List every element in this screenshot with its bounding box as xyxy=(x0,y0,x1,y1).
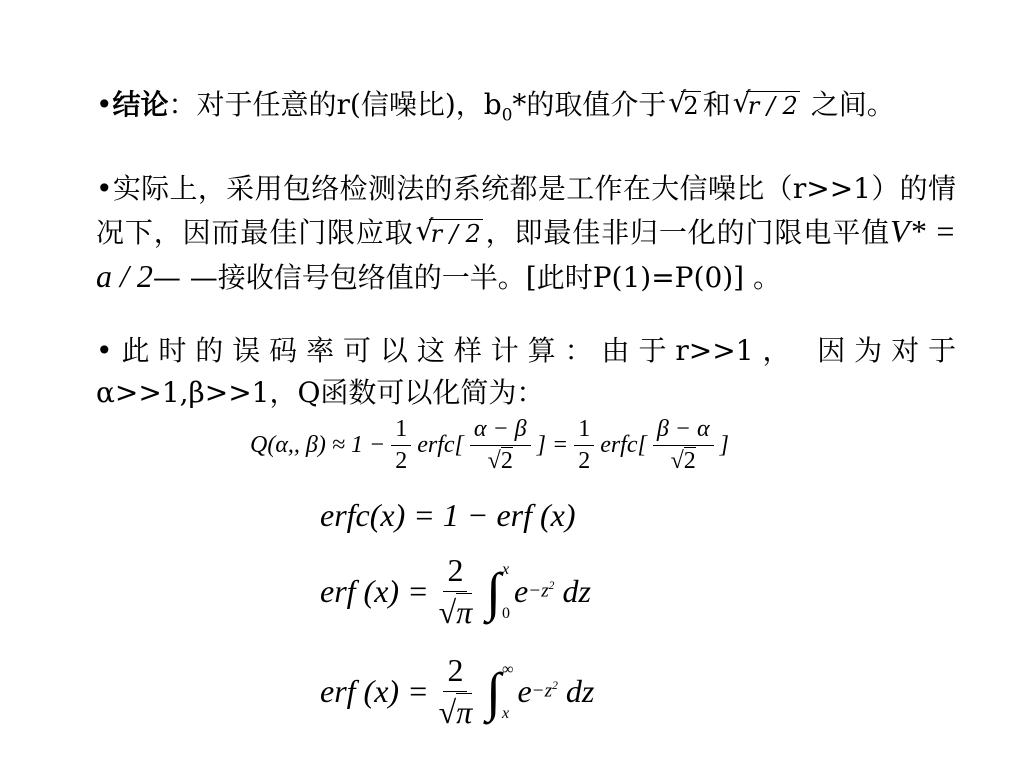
conclusion-text-b: *的取值介于 xyxy=(512,88,667,121)
conclusion-text-c: 之间。 xyxy=(810,88,895,121)
erfc-definition: erfc(x) = 1 − erf (x) xyxy=(320,497,576,533)
bullet: • xyxy=(96,88,113,121)
conclusion-text-a: 对于任意的r(信噪比)，b xyxy=(196,88,502,121)
erf-integral-0-to-x: erf (x) = $\frac{2}{√\pi}$ ∫ x 0 e $-z^2$ dz xyxy=(320,552,591,630)
colon: ： xyxy=(168,88,197,121)
conclusion-label: 结论 xyxy=(112,88,169,121)
conclusion-paragraph xyxy=(96,84,956,136)
practical-text-a: 实际上，采用包络检测法的系统都是工作在大信噪比（r>>1）的情况下，因而最佳门限应取 xyxy=(96,172,956,249)
bullet: • xyxy=(96,334,113,367)
integral-sign: ∫ x 0 xyxy=(486,560,511,622)
threshold-formula: V* = a / 2 xyxy=(96,213,956,294)
and-word: 和 xyxy=(702,88,731,121)
practical-text-c: — —接收信号包络值的一半。[此时P(1)=P(0)] 。 xyxy=(152,261,782,294)
bullet: • xyxy=(96,172,113,205)
sqrt-r-over-2: √ r / 2 xyxy=(732,86,798,120)
sqrt-r-over-2: √ r / 2 xyxy=(415,214,481,248)
calculation-paragraph xyxy=(96,330,956,414)
calculation-text: 此时的误码率可以这样计算：由于r>>1， 因为对于α>>1,β>>1，Q函数可以化简为： xyxy=(96,334,956,409)
subscript-zero: 0 xyxy=(501,104,513,125)
sqrt-two: √ 2 xyxy=(668,86,699,120)
integral-sign: ∫ ∞ x xyxy=(486,660,514,722)
practical-paragraph xyxy=(96,168,956,299)
q-function-equation: Q(α,, β) ≈ 1 − $\frac{1}{2}$ erfc[ $\frac{\alpha - \beta}{√2}$ ] = $\frac{1}{2}$ erfc[ $\frac{\beta - \alpha}{√2}$ ] xyxy=(250,416,729,474)
erf-integral-x-to-infinity: erf (x) = $\frac{2}{√\pi}$ ∫ ∞ x e $-z^2$ dz xyxy=(320,652,595,730)
practical-text-b: ，即最佳非归一化的门限电平值 xyxy=(484,216,890,249)
